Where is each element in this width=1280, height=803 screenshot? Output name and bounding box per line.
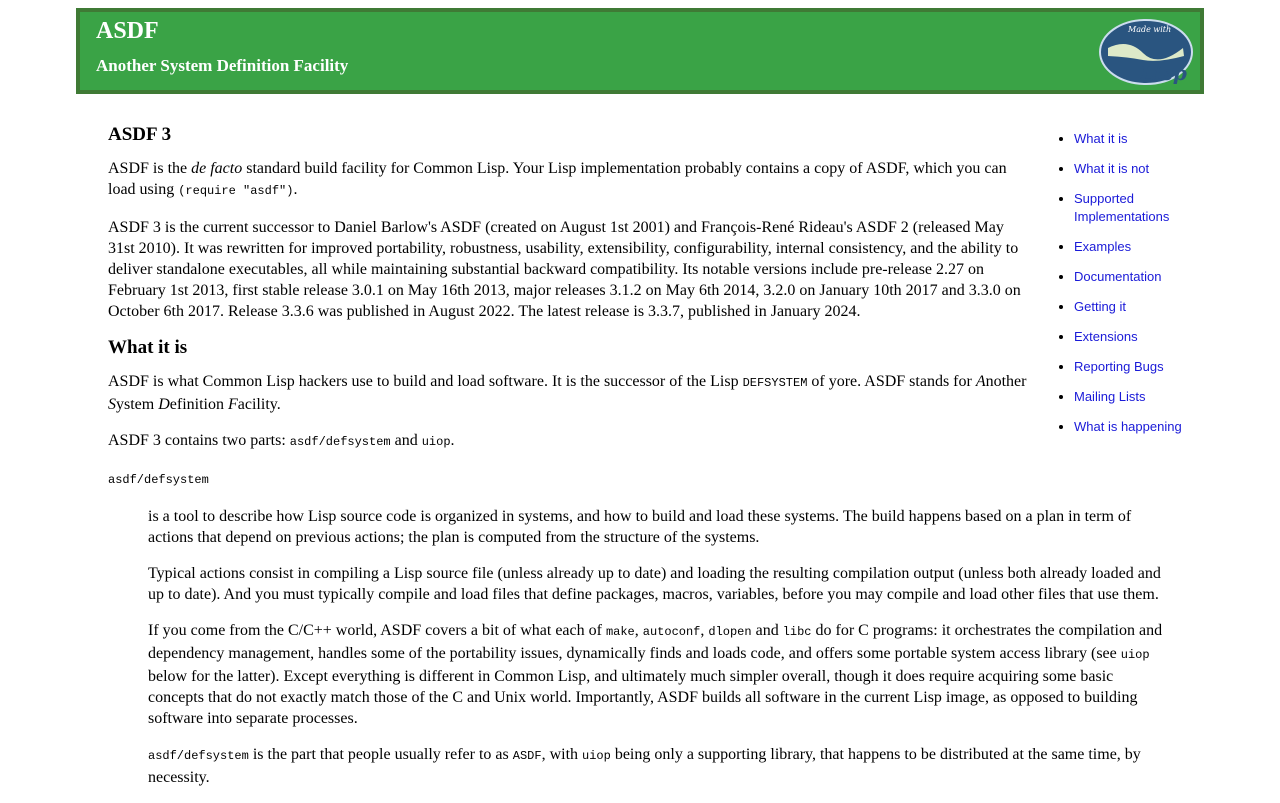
text-run: standard build facility for Common Lisp. Your Lisp implementation probably contains a copy of ASDF, which you can load using xyxy=(108,160,1007,198)
emphasis-text: A xyxy=(975,373,986,390)
text-run: . xyxy=(450,432,455,449)
text-run: ASDF 3 is the current successor to Daniel Barlow's ASDF (created on August 1st 2001) and François-René Rideau's ASDF 2 (released May 31st 2010). It was rewritten for improved portability, robustness, usability, extensibility, configurability, internal consistency, and the ability to deliver standalone executables, all while maintaining substantial backward compatibility. Its notable versions include pre-release 2.27 on February 1st 2013, first stable release 3.0.1 on May 16th 2013, major releases 3.1.2 on May 6th 2014, 3.2.0 on January 10th 2017 and 3.3.0 on October 6th 2017. Release 3.3.6 was published in August 2022. The latest release is 3.3.7, published in January 2024. xyxy=(108,219,1021,320)
inline-code: libc xyxy=(782,625,812,639)
text-run: do for C programs: it orchestrates the compilation and dependency management, handles some of the portability issues, dynamically finds and loads code, and offers some portable system access library (see xyxy=(148,622,1163,662)
emphasis-text: de facto xyxy=(191,160,243,177)
paragraph-defsystem-desc xyxy=(148,506,1168,548)
toc-link-examples[interactable]: Examples xyxy=(1074,239,1132,254)
text-run: below for the latter). Except everything is different in Common Lisp, and ultimately much simpler overall, though it does require acquiring some basic concepts that do not exactly match those of the C and Unix world. Importantly, ASDF builds all software in the current Lisp image, as opposed to building software into separate processes. xyxy=(148,668,1138,727)
text-run: If you come from the C/C++ world, ASDF covers a bit of what each of xyxy=(148,622,606,639)
text-run: ASDF is what Common Lisp hackers use to build and load software. It is the successor of the Lisp xyxy=(108,373,743,390)
parts-definition-list xyxy=(108,468,1168,788)
inline-code: asdf/defsystem xyxy=(289,435,391,449)
paragraph-c-world xyxy=(148,620,1168,729)
inline-code: autoconf xyxy=(642,625,701,639)
text-run: and xyxy=(751,622,783,639)
term-asdf-defsystem xyxy=(108,468,1168,491)
definition-asdf-defsystem xyxy=(148,506,1168,788)
paragraph-asdf-usage xyxy=(148,744,1168,788)
text-run: ystem xyxy=(116,396,159,413)
text-run: ASDF is the xyxy=(108,160,192,177)
text-run: acility. xyxy=(237,396,281,413)
inline-code: uiop xyxy=(582,749,611,763)
emphasis-text: D xyxy=(158,396,170,413)
main-content xyxy=(108,120,1168,803)
inline-code: DEFSYSTEM xyxy=(742,376,808,390)
inline-code: ASDF xyxy=(512,749,542,763)
text-run: , xyxy=(700,622,709,639)
text-run: of yore. ASDF stands for xyxy=(807,373,976,390)
text-run: , xyxy=(634,622,643,639)
heading-what-it-is: What it is xyxy=(108,337,188,358)
toc-link-what-is-happening[interactable]: What is happening xyxy=(1074,419,1182,434)
text-run: is a tool to describe how Lisp source code is organized in systems, and how to build and load these systems. The build happens based on a plan in term of actions that depend on previous actions; the plan is computed from the structure of the systems. xyxy=(148,508,1132,546)
toc-link-getting-it[interactable]: Getting it xyxy=(1074,299,1127,314)
heading-asdf3: ASDF 3 xyxy=(108,124,172,145)
toc-link-supported-implementations[interactable]: Supported Implementations xyxy=(1074,191,1170,224)
paragraph-what-it-is xyxy=(108,371,1028,415)
site-header xyxy=(76,8,1204,94)
toc-link-extensions[interactable]: Extensions xyxy=(1074,329,1138,344)
svg-text:Made with: Made with xyxy=(1128,25,1172,34)
emphasis-text: F xyxy=(228,396,238,413)
text-run: ASDF 3 contains two parts: xyxy=(108,432,290,449)
text-run: Typical actions consist in compiling a Lisp source file (unless already up to date) and loading the resulting compilation output (unless both already loaded and up to date). And you must typically compile and load files that define packages, macros, variables, before you may compile and load other files that use them. xyxy=(148,565,1161,603)
text-run: efinition xyxy=(169,396,228,413)
site-subtitle: Another System Definition Facility xyxy=(96,56,349,75)
paragraph-typical-actions xyxy=(148,563,1168,605)
text-run: nother xyxy=(985,373,1027,390)
made-with-lisp-logo[interactable] xyxy=(1098,18,1194,86)
inline-code: make xyxy=(605,625,635,639)
toc-link-mailing-lists[interactable]: Mailing Lists xyxy=(1074,389,1146,404)
inline-code: asdf/defsystem xyxy=(108,473,209,487)
text-run: . xyxy=(293,181,298,198)
svg-text:Lisp: Lisp xyxy=(1140,61,1187,85)
text-run: is the part that people usually refer to as xyxy=(248,746,513,763)
toc-link-reporting-bugs[interactable]: Reporting Bugs xyxy=(1074,359,1164,374)
emphasis-text: S xyxy=(108,396,116,413)
text-run: and xyxy=(390,432,422,449)
inline-code: uiop xyxy=(1120,648,1150,662)
inline-code: dlopen xyxy=(708,625,752,639)
inline-code: (require "asdf") xyxy=(178,184,294,198)
inline-code: asdf/defsystem xyxy=(148,749,249,763)
text-run: being only a supporting library, that happens to be distributed at the same time, by necessity. xyxy=(148,746,1141,786)
paragraph-history xyxy=(108,217,1028,322)
paragraph-two-parts xyxy=(108,430,1028,453)
paragraph-intro xyxy=(108,158,1028,202)
toc-link-what-it-is[interactable]: What it is xyxy=(1074,131,1128,146)
site-title: ASDF xyxy=(96,18,159,44)
text-run: , with xyxy=(541,746,583,763)
inline-code: uiop xyxy=(421,435,451,449)
toc-link-documentation[interactable]: Documentation xyxy=(1074,269,1162,284)
toc-link-what-it-is-not[interactable]: What it is not xyxy=(1074,161,1150,176)
